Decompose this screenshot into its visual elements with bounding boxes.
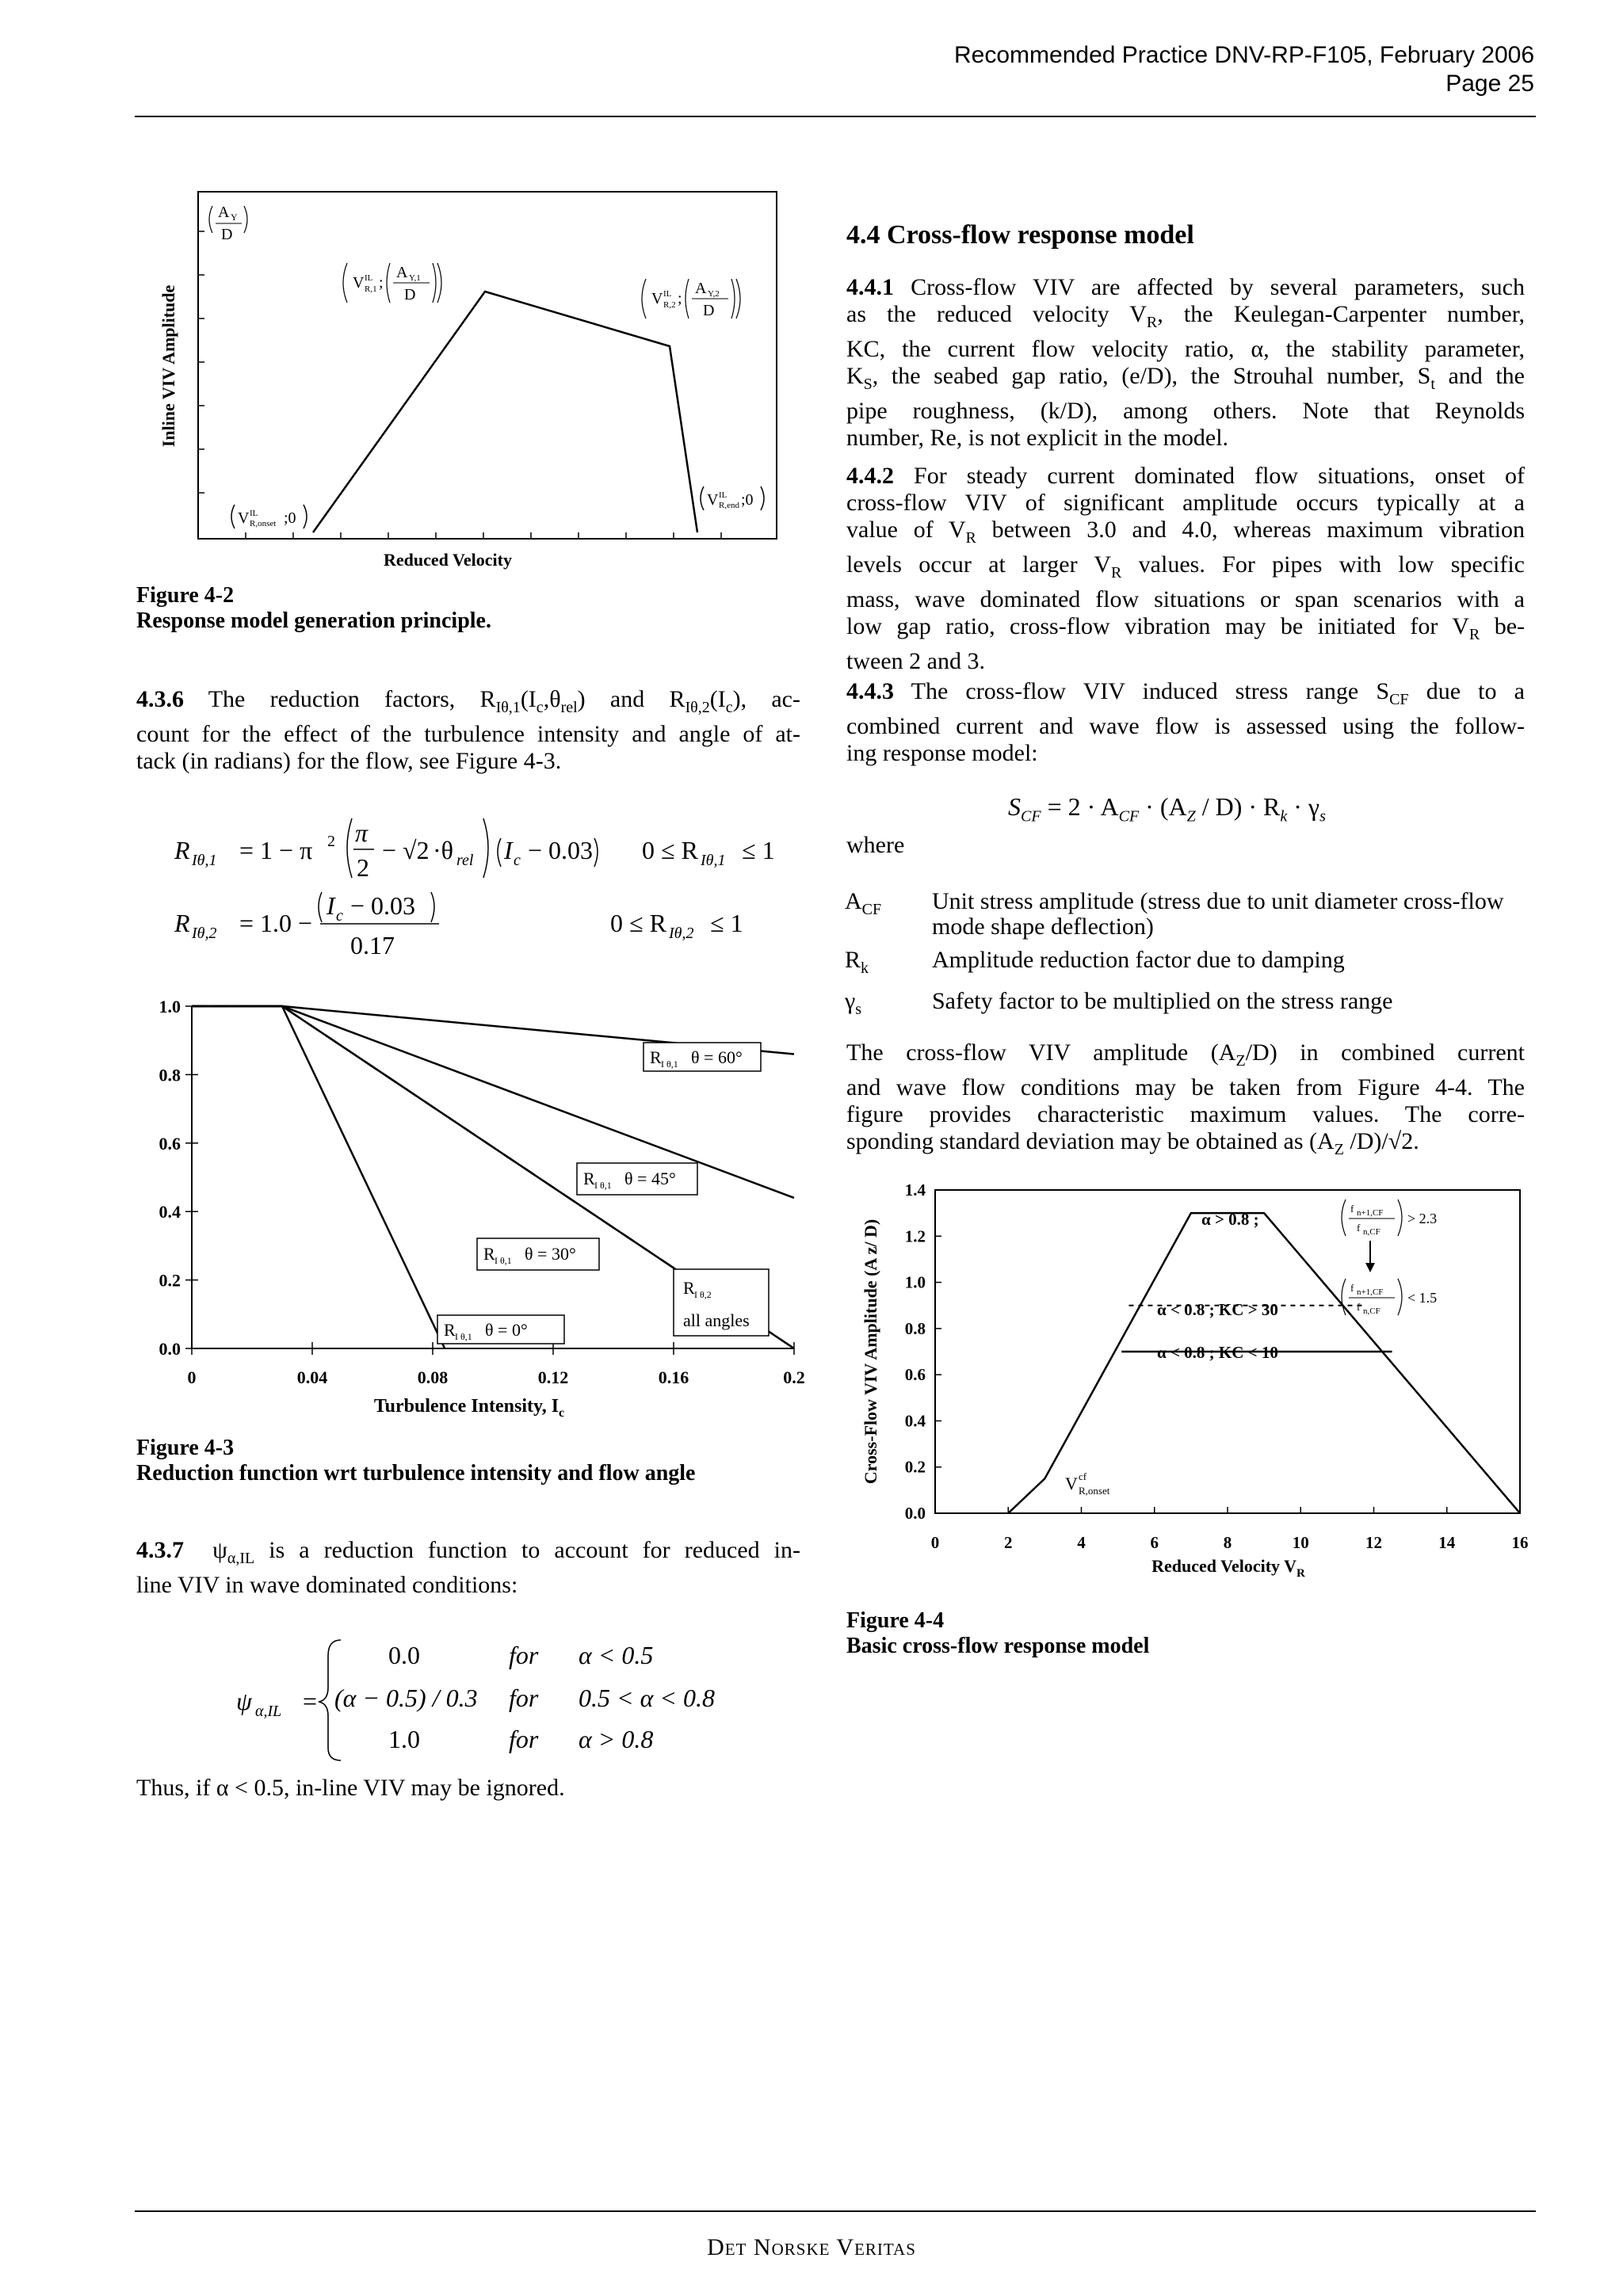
figure-4-4	[856, 1180, 1537, 1592]
series-line	[1008, 1213, 1520, 1513]
svg-text:α > 0.8: α > 0.8	[579, 1725, 654, 1753]
svg-text:f: f	[1357, 1222, 1361, 1234]
para-amplitude: The cross-flow VIV amplitude $(A_Z/D)$ in combined current and wave flow conditions may be taken from Figure 4-4. The figure provides characteristic maximum values. The corre- sponding standard deviation may be obtained as ($A_Z$ /D)/√2.	[846, 1039, 1526, 1158]
ytick-label: 0.6	[158, 1133, 181, 1154]
where-label: where	[846, 832, 905, 858]
svg-text:R: R	[174, 909, 190, 937]
def-row: $R_k$ Amplitude reduction factor due to damping	[845, 947, 1345, 977]
para-4-3-6: 4.3.6 The reduction factors, $R_{I\theta,1}(I_c,\theta_{rel})$ and $R_{I\theta,2}(I_c)$, ac- count for the effect of the turbulence intensity and angle of at- tack (in radians) for the flow, see Figure 4-3.	[136, 686, 800, 774]
ytick-label: 0.4	[158, 1202, 181, 1222]
svg-text:Iθ,2: Iθ,2	[669, 925, 694, 942]
svg-text:I θ,1: I θ,1	[495, 1255, 512, 1266]
xtick-label: 2	[1004, 1533, 1013, 1552]
svg-text:for: for	[509, 1641, 539, 1669]
xtick-label: 8	[1223, 1533, 1232, 1552]
fig43-xlabel: Turbulence Intensity, $I_c$	[373, 1396, 565, 1420]
xtick-label: 4	[1077, 1533, 1086, 1552]
svg-text:I θ,2: I θ,2	[694, 1289, 712, 1300]
running-header	[954, 41, 1534, 98]
svg-text:0 ≤ R: 0 ≤ R	[610, 909, 666, 937]
svg-text:I θ,1: I θ,1	[455, 1331, 472, 1342]
ytick-label: 0.0	[158, 1339, 181, 1359]
label-theta-30	[477, 1238, 599, 1270]
fig43-curve-labels	[437, 1043, 769, 1344]
label-theta-0	[437, 1315, 564, 1344]
svg-text:Iθ,2: Iθ,2	[192, 925, 217, 942]
svg-text:f: f	[1357, 1301, 1361, 1313]
svg-text:ψ: ψ	[236, 1687, 252, 1715]
footer-org: Det Norske Veritas	[707, 2234, 916, 2260]
svg-text:cf: cf	[1079, 1470, 1087, 1482]
series-line	[192, 1006, 445, 1348]
fig42-label-peak1	[343, 263, 441, 303]
fig44-xlabel: Reduced Velocity $V_R$	[1151, 1556, 1305, 1580]
ytick-label: 0.4	[904, 1411, 926, 1431]
svg-text:R,onset: R,onset	[1079, 1485, 1110, 1497]
svg-text:Y,2: Y,2	[708, 289, 720, 299]
svg-text:α < 0.5: α < 0.5	[579, 1641, 654, 1669]
svg-text:n+1,CF: n+1,CF	[1357, 1287, 1384, 1297]
svg-text:I: I	[504, 836, 513, 864]
label-theta-45	[577, 1163, 697, 1195]
fig42-ylabel: Inline VIV Amplitude	[158, 284, 178, 448]
svg-text:0.5 < α < 0.8: 0.5 < α < 0.8	[579, 1684, 715, 1712]
fig42-label-end	[701, 486, 764, 510]
svg-text:π: π	[355, 818, 369, 847]
svg-text:n+1,CF: n+1,CF	[1357, 1208, 1384, 1218]
label-all-angles	[674, 1269, 769, 1336]
xtick-label: 0.08	[417, 1367, 449, 1387]
xtick-label: 0	[187, 1367, 197, 1387]
svg-text:n,CF: n,CF	[1363, 1306, 1381, 1316]
svg-text:2: 2	[327, 833, 335, 850]
svg-text:−: −	[382, 836, 397, 864]
ytick-label: 0.0	[904, 1504, 926, 1523]
ytick-label: 0.2	[904, 1457, 926, 1477]
svg-text:R: R	[483, 1244, 495, 1264]
fig44-ticks	[905, 1180, 1529, 1552]
svg-text:D: D	[221, 226, 233, 243]
svg-text:R: R	[650, 1047, 662, 1067]
ann-kc-lt-10: α < 0.8 ; KC < 10	[1157, 1343, 1278, 1362]
svg-text:− 0.03: − 0.03	[528, 836, 594, 864]
fig42-caption-num: Figure 4-2	[136, 583, 235, 608]
svg-text:= 1.0 −: = 1.0 −	[239, 909, 313, 937]
svg-text:;: ;	[379, 274, 384, 292]
header-rule	[135, 116, 1536, 117]
svg-text:for: for	[509, 1684, 539, 1712]
ytick-label: 1.2	[904, 1226, 926, 1246]
svg-text:= 1 − π: = 1 − π	[239, 836, 313, 864]
header-title: Recommended Practice DNV-RP-F105, February 2006	[954, 42, 1534, 68]
svg-text:IL: IL	[719, 490, 727, 500]
para-4-4-3: 4.4.3 The cross-flow VIV induced stress range $S_{CF}$ due to a combined current and wave flow is assessed using the follow- ing response model:	[846, 678, 1525, 766]
eq-reduction-factors	[174, 799, 808, 973]
ytick-label: 1.0	[904, 1272, 926, 1292]
svg-text:c: c	[514, 852, 521, 869]
svg-text:V: V	[238, 509, 250, 527]
svg-text:− 0.03: − 0.03	[350, 891, 416, 920]
svg-text:θ = 45°: θ = 45°	[624, 1169, 676, 1188]
svg-text:;0: ;0	[741, 491, 754, 509]
svg-text:A: A	[695, 280, 707, 297]
def-row: $A_{CF}$ Unit stress amplitude (stress due to unit diameter cross-flow mode shape deflection)	[845, 888, 1504, 940]
arrow-head	[1365, 1263, 1375, 1272]
svg-text:;0: ;0	[284, 509, 296, 527]
svg-text:IL: IL	[365, 273, 373, 283]
svg-text:Y: Y	[231, 212, 238, 223]
para-4-4-2: 4.4.2 For steady current dominated flow situations, onset of cross-flow VIV of significant amplitude occurs typically at a value of $V_R$ between 3.0 and 4.0, whereas maximum vibration levels occur at larger $V_R$ values. For pipes with low specific mass, wave dominated flow situations or span scenarios with a low gap ratio, cross-flow vibration may be initiated for $V_R$ be- tween 2 and 3.	[846, 463, 1526, 674]
svg-text:Iθ,1: Iθ,1	[701, 852, 726, 869]
fig42-caption-text: Response model generation principle.	[136, 608, 491, 633]
ytick-label: 1.0	[158, 997, 181, 1016]
svg-text:R,1: R,1	[365, 284, 377, 294]
figure-4-2	[151, 184, 808, 580]
fig44-ylabel: Cross-Flow VIV Amplitude (A z/ D)	[861, 1219, 880, 1485]
symbol-definitions	[845, 889, 1526, 1030]
series-line	[192, 1006, 794, 1198]
ytick-label: 0.2	[158, 1270, 181, 1291]
svg-text:R: R	[444, 1320, 456, 1340]
svg-text:α,IL: α,IL	[255, 1703, 282, 1720]
fig42-response-curve	[313, 292, 697, 532]
svg-text:·θ: ·θ	[433, 836, 453, 864]
svg-text:=: =	[303, 1687, 318, 1715]
svg-text:< 1.5: < 1.5	[1407, 1290, 1438, 1306]
svg-text:;: ;	[678, 290, 682, 307]
svg-text:for: for	[509, 1725, 539, 1753]
svg-text:V: V	[1065, 1474, 1078, 1493]
eq-stress-range: $S_{CF} = 2 \cdot A_{CF} \cdot (A_Z / D) \cdot R_k \cdot \gamma_s$	[1008, 792, 1326, 826]
xtick-label: 14	[1438, 1533, 1456, 1552]
svg-text:I: I	[327, 891, 335, 920]
svg-text:0.17: 0.17	[350, 931, 395, 959]
svg-text:R,onset: R,onset	[250, 519, 277, 528]
svg-text:f: f	[1350, 1282, 1354, 1294]
xtick-label: 0.2	[783, 1367, 805, 1387]
fig42-label-onset	[231, 505, 307, 528]
xtick-label: 0.16	[658, 1367, 689, 1387]
fig42-label-peak2	[642, 279, 740, 319]
svg-text:A: A	[218, 204, 230, 221]
svg-text:Y,1: Y,1	[409, 273, 421, 283]
svg-text:f: f	[1350, 1203, 1354, 1215]
svg-text:√2: √2	[403, 836, 430, 864]
thus-note: Thus, if α < 0.5, in-line VIV may be ignored.	[136, 1775, 565, 1801]
fig42-yticks	[198, 231, 204, 493]
svg-text:θ = 60°: θ = 60°	[691, 1047, 743, 1067]
xtick-label: 16	[1511, 1533, 1529, 1552]
xtick-label: 0	[930, 1533, 940, 1552]
fig44-freq-ratio-gt	[1342, 1199, 1437, 1237]
def-row: $\gamma_s$ Safety factor to be multiplied on the stress range	[845, 988, 1393, 1018]
svg-text:D: D	[703, 302, 715, 319]
xtick-label: 0.04	[296, 1367, 328, 1387]
header-page: Page 25	[1445, 71, 1534, 97]
svg-text:R,2: R,2	[663, 300, 676, 310]
fig44-annotations	[1157, 1210, 1278, 1362]
svg-text:R: R	[583, 1169, 595, 1188]
svg-text:R: R	[683, 1278, 695, 1298]
ytick-label: 1.4	[904, 1180, 926, 1199]
svg-text:IL: IL	[250, 509, 258, 518]
fig42-xticks	[246, 532, 721, 539]
fig42-caption	[136, 583, 491, 634]
xtick-label: 12	[1365, 1533, 1382, 1552]
fig42-xlabel: Reduced Velocity	[384, 550, 512, 570]
xtick-label: 6	[1150, 1533, 1159, 1552]
svg-text:1.0: 1.0	[388, 1725, 420, 1753]
figure-4-3	[136, 990, 818, 1434]
fig44-freq-ratio-lt	[1342, 1279, 1437, 1316]
eq-psi-piecewise	[230, 1632, 737, 1767]
svg-text:Iθ,1: Iθ,1	[192, 852, 217, 869]
fig44-series	[1008, 1213, 1520, 1513]
svg-text:A: A	[396, 264, 408, 281]
svg-text:> 2.3: > 2.3	[1407, 1211, 1438, 1226]
svg-text:I θ,1: I θ,1	[594, 1180, 612, 1191]
svg-text:IL: IL	[663, 289, 672, 299]
svg-text:V: V	[353, 274, 365, 292]
svg-text:c: c	[336, 907, 343, 925]
svg-text:0.0: 0.0	[388, 1641, 420, 1669]
svg-text:≤ 1: ≤ 1	[710, 909, 743, 937]
fig43-caption-text: Reduction function wrt turbulence intensity and flow angle	[136, 1461, 696, 1486]
fig44-caption-text: Basic cross-flow response model	[846, 1634, 1150, 1658]
xtick-label: 0.12	[537, 1367, 569, 1387]
label-theta-60	[643, 1043, 761, 1071]
svg-text:I θ,1: I θ,1	[661, 1058, 678, 1070]
para-4-3-7: 4.3.7 $\psi_{\alpha,IL}$ is a reduction function to account for reduced in- line VIV in wave dominated conditions:	[136, 1537, 801, 1598]
para-4-4-1: 4.4.1 Cross-flow VIV are affected by several parameters, such as the reduced velocity $V_R$, the Keulegan-Carpenter number, KC, the current flow velocity ratio, α, the stability parameter, $K_S$, the seabed gap ratio, (e/D), the Strouhal number, $S_t$ and the pipe roughness, (k/D), among others. Note that Reynolds number, Re, is not explicit in the model.	[846, 274, 1525, 451]
svg-text:rel: rel	[456, 852, 474, 869]
ytick-label: 0.6	[904, 1365, 926, 1385]
fig42-label-ay-d	[209, 204, 247, 243]
svg-text:R,end: R,end	[719, 501, 739, 510]
footer-rule	[135, 2210, 1536, 2212]
svg-text:n,CF: n,CF	[1363, 1227, 1381, 1237]
ytick-label: 0.8	[158, 1065, 181, 1085]
fig44-caption	[846, 1608, 1149, 1659]
svg-text:R: R	[174, 836, 190, 864]
svg-text:≤ 1: ≤ 1	[742, 836, 775, 864]
ytick-label: 0.8	[904, 1318, 926, 1338]
section-4-4-title: 4.4 Cross-flow response model	[846, 220, 1194, 250]
svg-text:D: D	[404, 286, 416, 303]
xtick-label: 10	[1292, 1533, 1309, 1552]
para-num: 4.3.6	[136, 686, 184, 712]
ann-kc-gt-30: α < 0.8 ; KC > 30	[1157, 1300, 1278, 1319]
ann-alpha-gt: α > 0.8 ;	[1201, 1210, 1259, 1229]
svg-text:θ = 30°: θ = 30°	[525, 1244, 576, 1264]
fig43-caption	[136, 1436, 695, 1486]
fig44-v-onset	[1065, 1470, 1110, 1497]
fig44-caption-num: Figure 4-4	[846, 1608, 945, 1633]
svg-text:2: 2	[357, 853, 369, 882]
svg-text:V: V	[707, 491, 719, 509]
svg-text:all angles: all angles	[683, 1310, 750, 1330]
fig43-caption-num: Figure 4-3	[136, 1436, 235, 1460]
svg-text:θ = 0°: θ = 0°	[485, 1320, 528, 1340]
svg-text:0 ≤ R: 0 ≤ R	[642, 836, 698, 864]
svg-text:(α − 0.5) / 0.3: (α − 0.5) / 0.3	[334, 1684, 478, 1712]
svg-text:V: V	[651, 290, 663, 307]
